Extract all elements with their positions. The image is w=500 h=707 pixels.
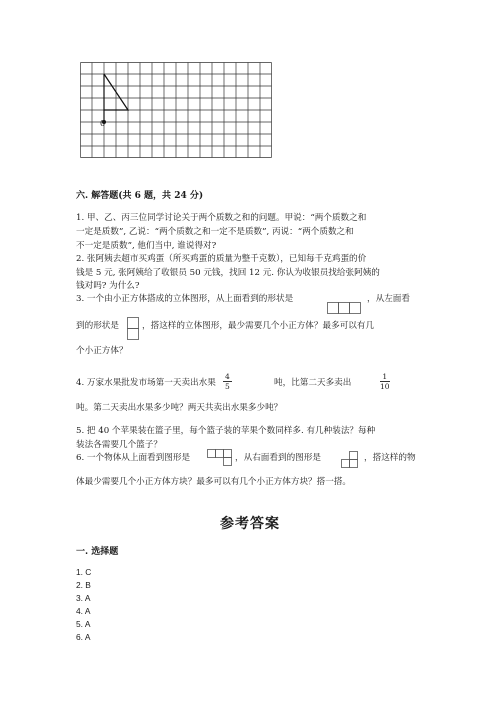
fraction-1-numerator: 4 (225, 372, 230, 381)
question-5-line-2: 装法各需要几个篮子？ (76, 440, 162, 450)
question-6-line-1b: ，从右面看到的图形是 (235, 453, 321, 463)
top-view-l-shape-icon (207, 449, 233, 471)
question-4-line-2: 吨。第二天卖出水果多少吨？两天共卖出水果多少吨？ (76, 403, 283, 413)
origin-label: 0 (100, 119, 106, 128)
answers-section-heading: 一. 选择题 (76, 547, 119, 557)
question-5-line-1: 5. 把 40 个苹果装在篮子里，每个篮子装的苹果个数同样多. 有几种装法？每种 (76, 426, 376, 436)
question-2-line-1: 2. 张阿姨去超市买鸡蛋（所买鸡蛋的质量为整千克数），已知每千克鸡蛋的价 (76, 254, 367, 264)
left-view-two-squares-icon (127, 317, 140, 340)
question-3-line-2a: 到的形状是 (76, 321, 119, 331)
grid-drawing (80, 62, 272, 158)
question-2-line-2: 钱是 5 元, 张阿姨给了收银员 50 元钱，找回 12 元. 你认为收银员找给张阿姨的 (76, 268, 380, 278)
fraction-2-denominator: 10 (380, 382, 390, 391)
answer-5: 5. A (76, 619, 91, 629)
answer-3: 3. A (76, 593, 91, 603)
question-2-line-3: 钱对吗? 为什么? (76, 281, 140, 291)
answer-1: 1. C (76, 567, 92, 577)
answers-title: 参考答案 (220, 516, 280, 532)
question-3-line-3: 个小正方体？ (76, 346, 128, 356)
question-6-line-2: 体最少需要几个小正方体方块？最多可以有几个小正方体方块？搭一搭。 (76, 477, 352, 487)
fraction-four-fifths (223, 372, 232, 391)
section-heading: 六. 解答题(共 6 题，共 24 分) (76, 191, 204, 201)
question-1-line-1: 1. 甲、乙、丙三位同学讨论关于两个质数之和的问题。甲说：“两个质数之和 (76, 213, 367, 223)
question-6-line-1c: ，搭这样的物 (364, 453, 416, 463)
right-view-shape-icon (341, 451, 361, 471)
question-4-line-1a: 4. 万家水果批发市场第一天卖出水果 (76, 378, 216, 388)
fraction-2-numerator: 1 (380, 372, 390, 382)
question-4-line-1b: 吨，比第二天多卖出 (274, 378, 352, 388)
question-3-line-2b: ，搭这样的立体图形，最少需要几个小正方体？最多可以有几 (142, 321, 375, 331)
answer-6: 6. A (76, 632, 91, 642)
question-3-line-1b: ，从左面看 (367, 294, 410, 304)
answer-2: 2. B (76, 580, 91, 590)
fraction-1-denominator: 5 (225, 382, 230, 391)
answer-4: 4. A (76, 606, 91, 616)
question-1-line-2: 一定是质数”, 乙说：“两个质数之和一定不是质数”, 丙说：“两个质数之和 (76, 227, 354, 237)
coordinate-grid (80, 62, 272, 158)
fraction-one-tenth (380, 372, 390, 391)
question-6-line-1a: 6. 一个物体从上面看到图形是 (76, 453, 191, 463)
top-view-three-squares-icon (327, 302, 363, 314)
question-1-line-3: 不一定是质数”, 他们当中, 谁说得对? (76, 241, 217, 251)
question-3-line-1a: 3. 一个由小正方体搭成的立体图形，从上面看到的形状是 (76, 294, 294, 304)
